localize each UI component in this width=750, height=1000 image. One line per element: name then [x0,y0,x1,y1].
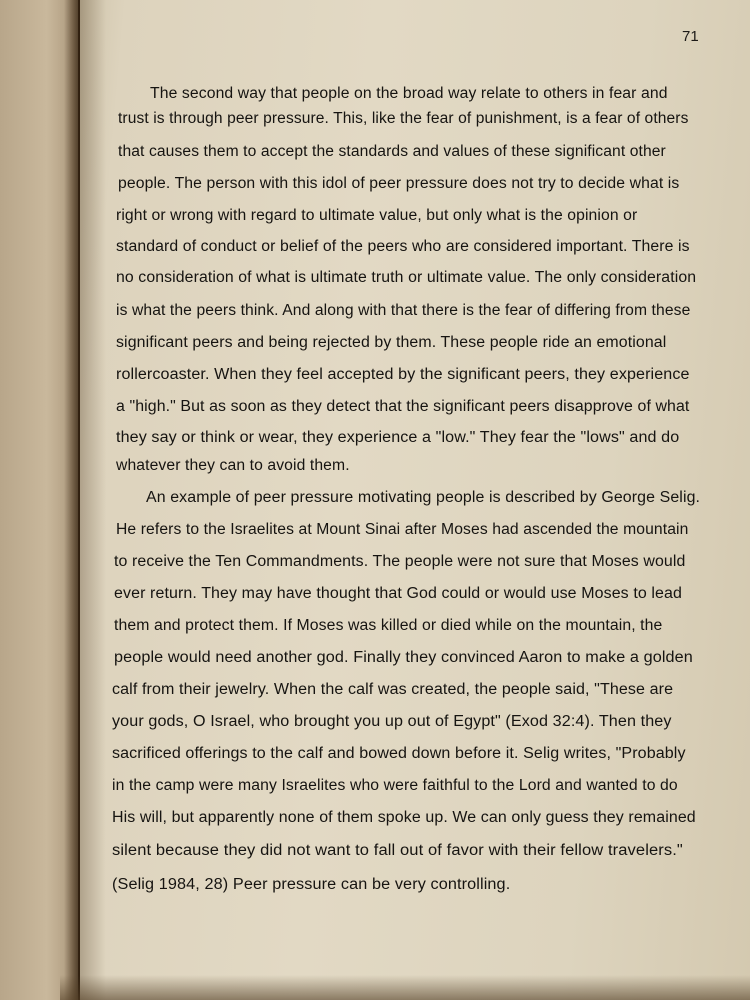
text-line: significant peers and being rejected by them. These people ride an emotional [116,334,667,351]
text-line: people. The person with this idol of peer pressure does not try to decide what is [118,175,680,192]
text-line: in the camp were many Israelites who were faithful to the Lord and wanted to do [112,777,678,794]
page-bottom-edge [60,975,750,1000]
text-line: people would need another god. Finally they convinced Aaron to make a golden [114,649,693,666]
text-line: (Selig 1984, 28) Peer pressure can be very controlling. [112,876,511,893]
text-line: them and protect them. If Moses was killed or died while on the mountain, the [114,617,663,634]
text-line: right or wrong with regard to ultimate value, but only what is the opinion or [116,207,638,224]
text-line: they say or think or wear, they experience a "low." They fear the "lows" and do [116,429,680,446]
text-line: sacrificed offerings to the calf and bowed down before it. Selig writes, "Probably [112,745,686,762]
text-line: is what the peers think. And along with that there is the fear of differing from these [116,302,691,319]
text-line: to receive the Ten Commandments. The people were not sure that Moses would [114,553,686,570]
text-line: a "high." But as soon as they detect that the significant peers disapprove of what [116,398,690,415]
text-line: rollercoaster. When they feel accepted by the significant peers, they experience [116,366,690,383]
text-line: whatever they can to avoid them. [116,457,350,474]
text-line: His will, but apparently none of them spoke up. We can only guess they remained [112,809,696,826]
text-line: your gods, O Israel, who brought you up out of Egypt" (Exod 32:4). Then they [112,713,672,730]
text-line: no consideration of what is ultimate truth or ultimate value. The only consideration [116,269,697,286]
text-line: ever return. They may have thought that God could or would use Moses to lead [114,585,683,602]
text-line: calf from their jewelry. When the calf was created, the people said, "These are [112,681,674,698]
text-line: trust is through peer pressure. This, like the fear of punishment, is a fear of others [118,110,689,127]
text-line: An example of peer pressure motivating people is described by George Selig. [146,489,701,506]
page-number: 71 [682,28,699,45]
text-line: that causes them to accept the standards and values of these significant other [118,143,666,160]
text-line: standard of conduct or belief of the peers who are considered important. There is [116,238,690,255]
text-line: He refers to the Israelites at Mount Sinai after Moses had ascended the mountain [116,521,689,538]
text-line: The second way that people on the broad way relate to others in fear and [150,85,668,102]
text-line: silent because they did not want to fall out of favor with their fellow travelers." [112,842,683,859]
page-gutter-shadow [80,0,106,1000]
